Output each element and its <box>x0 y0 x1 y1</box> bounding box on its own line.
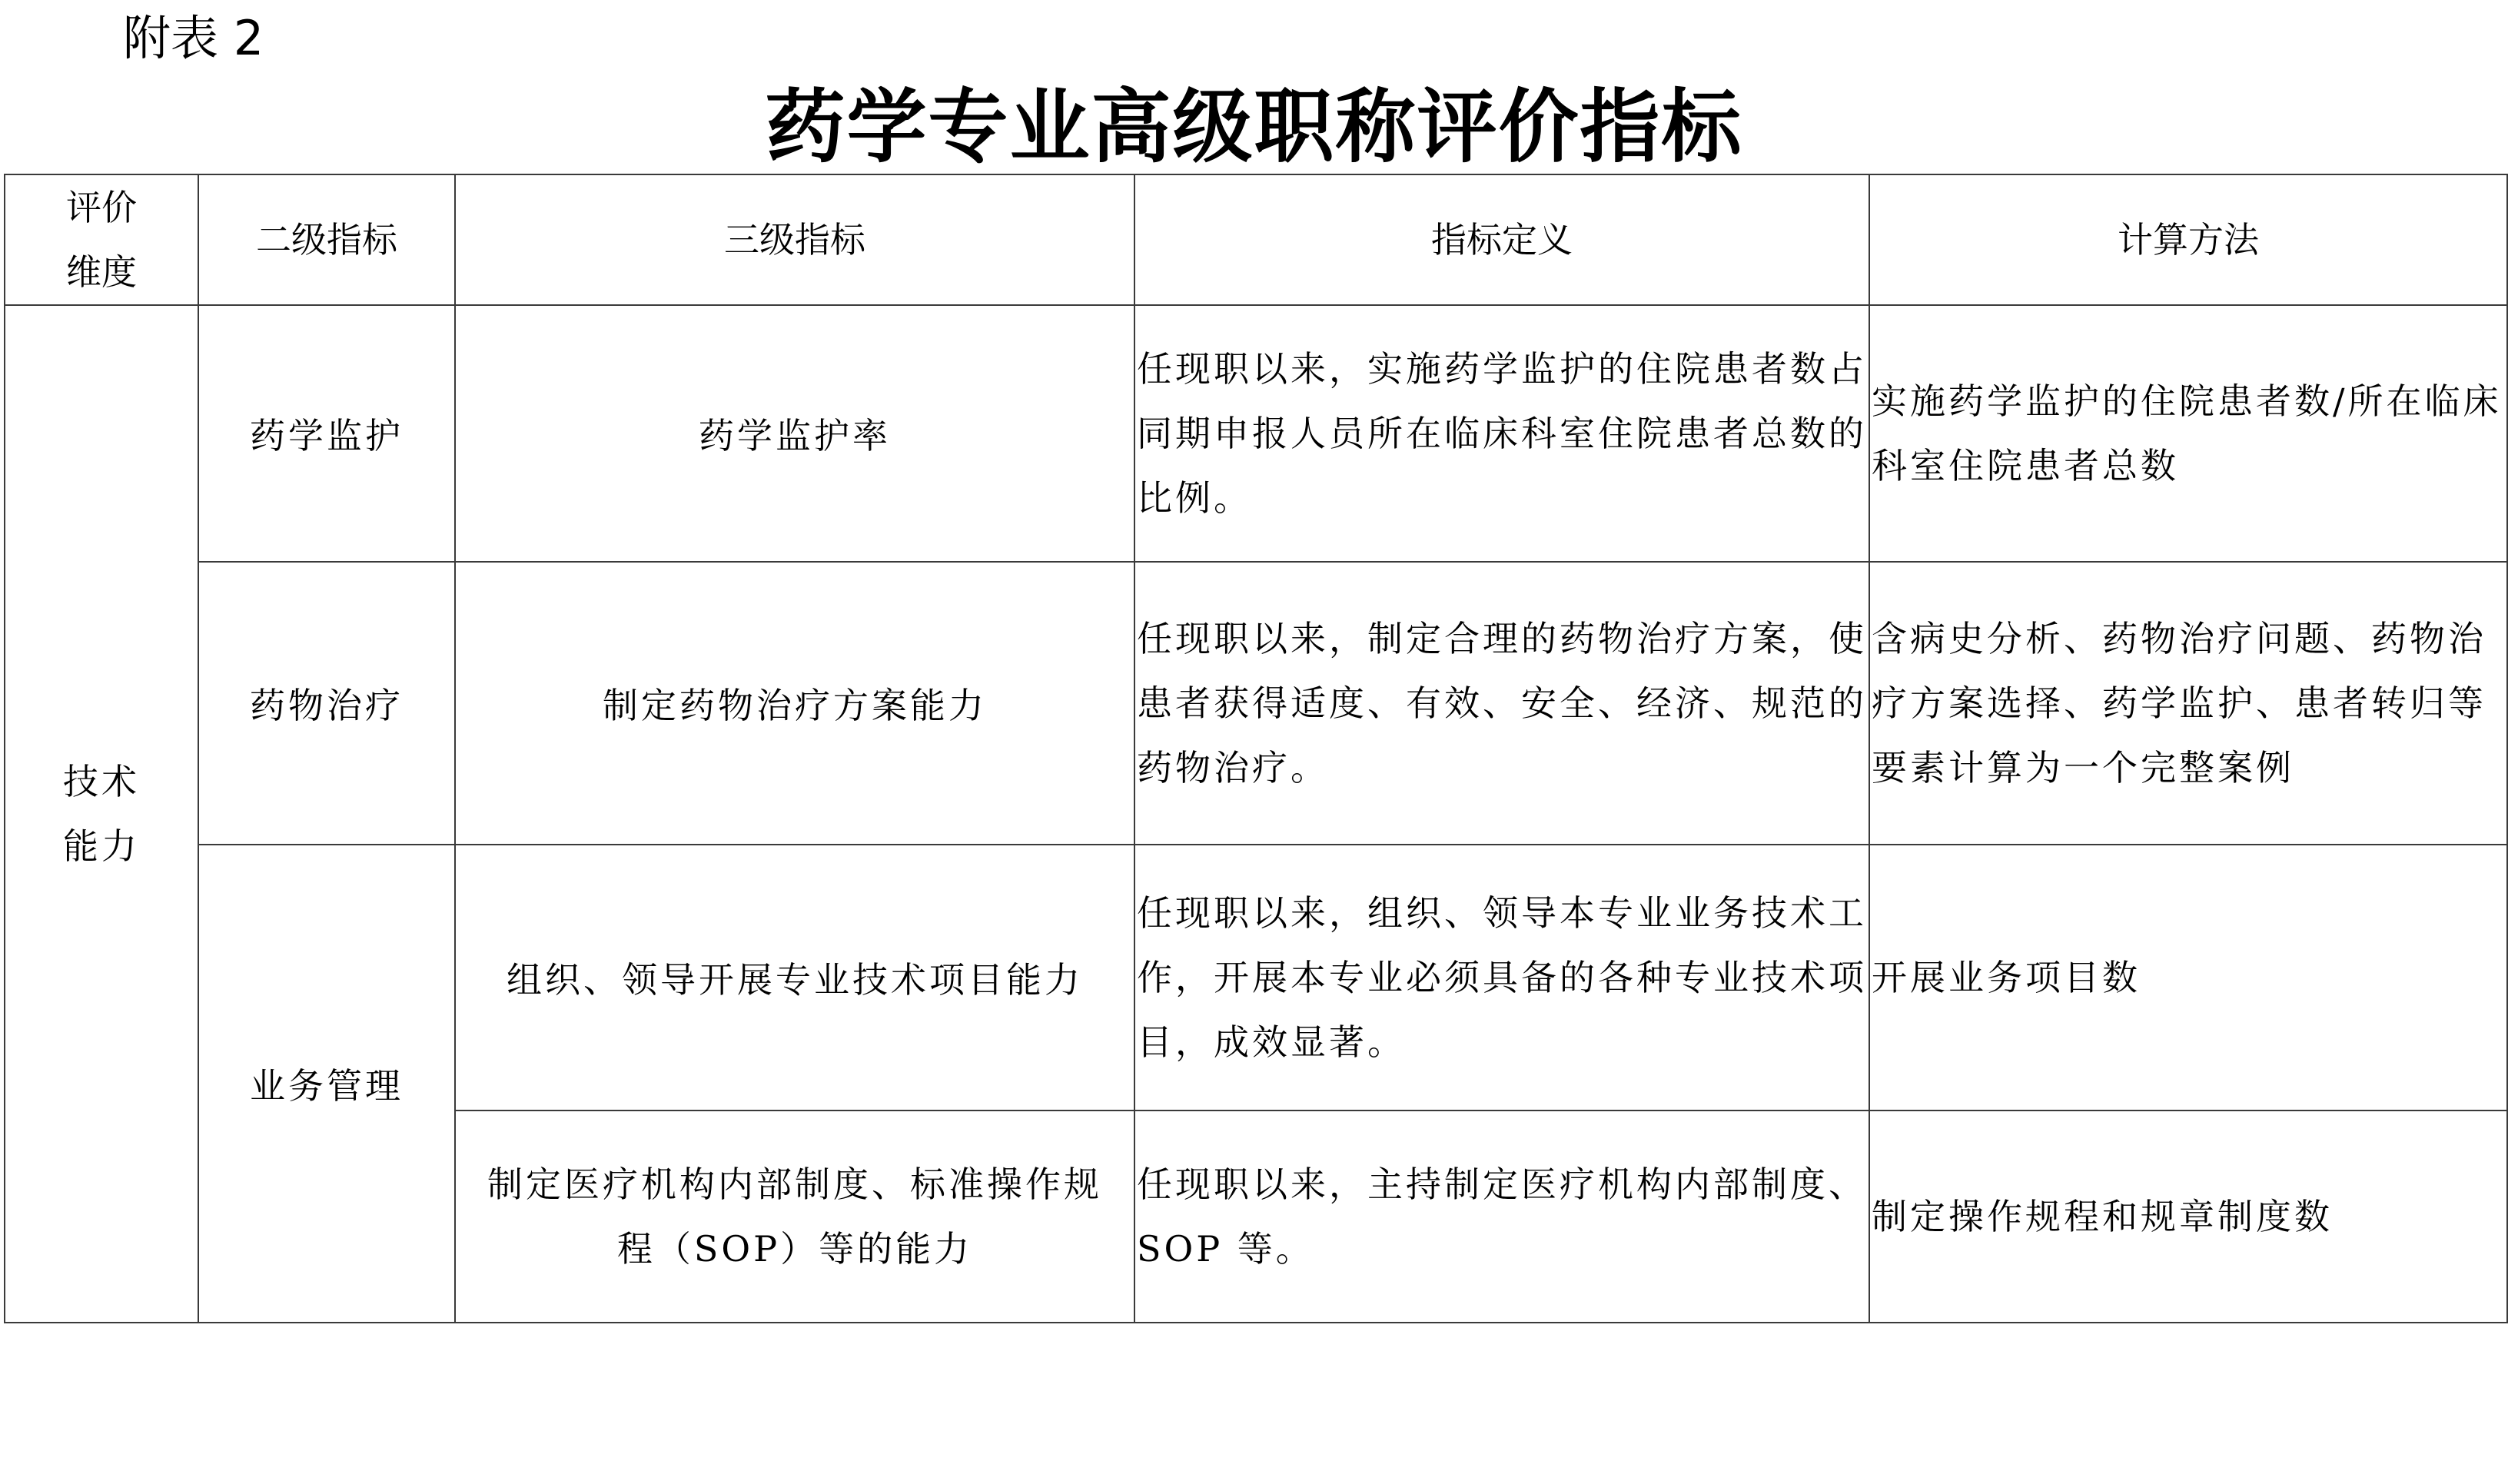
level3-cell: 制定医疗机构内部制度、标准操作规程（SOP）等的能力 <box>455 1111 1134 1323</box>
level2-cell: 药物治疗 <box>198 562 455 845</box>
table-row <box>5 845 2507 1111</box>
method-text: 实施药学监护的住院患者数/所在临床科室住院患者总数 <box>1872 380 2502 486</box>
definition-text: 任现职以来，制定合理的药物治疗方案，使患者获得适度、有效、安全、经济、规范的药物治疗。 <box>1137 618 1867 788</box>
appendix-label: 附表 2 <box>123 10 264 66</box>
method-text: 开展业务项目数 <box>1872 957 2141 998</box>
document-title: 药学专业高级职称评价指标 <box>765 79 1743 174</box>
header-level2: 二级指标 <box>198 174 455 305</box>
level2-cell: 药学监护 <box>198 305 455 562</box>
definition-cell <box>1134 562 1869 845</box>
definition-cell <box>1134 305 1869 562</box>
dimension-cell <box>5 305 198 1323</box>
header-level3: 三级指标 <box>455 174 1134 305</box>
method-cell <box>1869 305 2507 562</box>
definition-text: 任现职以来，组织、领导本专业业务技术工作，开展本专业必须具备的各种专业技术项目，成效显著。 <box>1137 892 1867 1063</box>
method-text: 含病史分析、药物治疗问题、药物治疗方案选择、药学监护、患者转归等要素计算为一个完整案例 <box>1872 618 2486 788</box>
header-definition: 指标定义 <box>1134 174 1869 305</box>
method-cell <box>1869 562 2507 845</box>
dimension-label: 技术能力 <box>63 761 140 867</box>
header-dimension-label: 评价维度 <box>65 187 137 293</box>
definition-cell <box>1134 845 1869 1111</box>
header-method: 计算方法 <box>1869 174 2507 305</box>
table-row <box>5 562 2507 845</box>
level3-cell: 组织、领导开展专业技术项目能力 <box>455 845 1134 1111</box>
definition-text: 任现职以来，实施药学监护的住院患者数占同期申报人员所在临床科室住院患者总数的比例。 <box>1137 348 1867 519</box>
level3-cell: 制定药物治疗方案能力 <box>455 562 1134 845</box>
method-cell <box>1869 845 2507 1111</box>
level2-cell: 业务管理 <box>198 845 455 1323</box>
definition-text: 任现职以来，主持制定医疗机构内部制度、SOP 等。 <box>1137 1164 1867 1270</box>
table-row <box>5 305 2507 562</box>
method-text: 制定操作规程和规章制度数 <box>1872 1196 2333 1237</box>
header-dimension <box>5 174 198 305</box>
table-header-row <box>5 174 2507 305</box>
evaluation-table <box>4 174 2508 1323</box>
method-cell <box>1869 1111 2507 1323</box>
definition-cell <box>1134 1111 1869 1323</box>
level3-cell: 药学监护率 <box>455 305 1134 562</box>
